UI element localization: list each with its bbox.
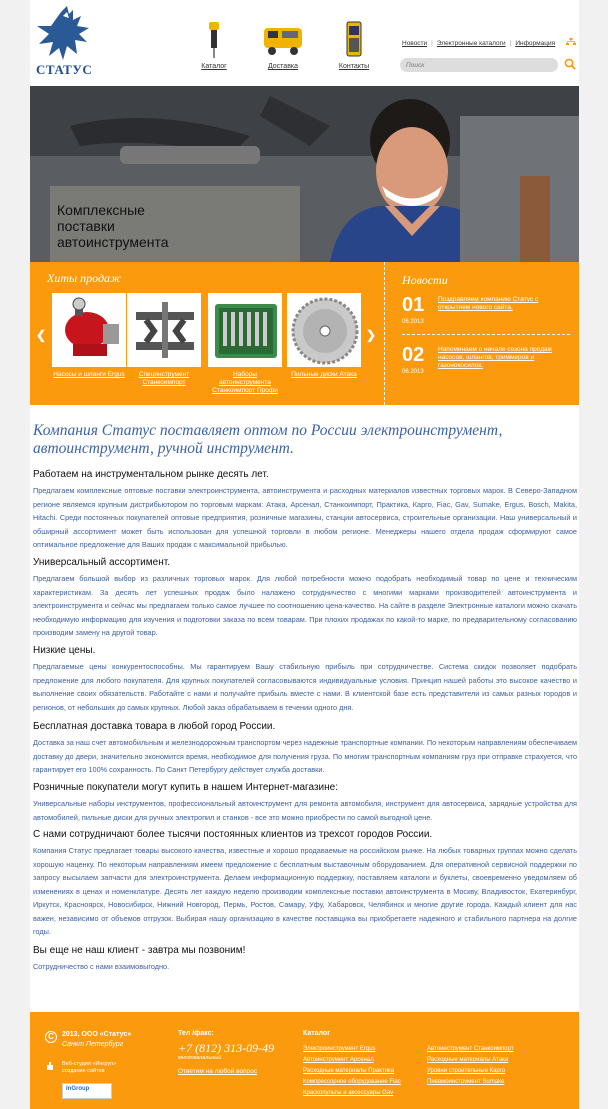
product-image[interactable] (208, 293, 282, 367)
footer-city: Санкт Петербург (62, 1041, 124, 1048)
promo-block (30, 262, 579, 405)
section-text: Универсальные наборы инструментов, профессиональный автоинструмент для ремонта автомобиля, инструмент для автосервиса, зарядные устройства для автомобилей, пильные диски для ручных электропил и станков - все это можно приобрести по самой выгодной цене. (33, 799, 577, 822)
footer-catalog-link[interactable]: Автоинструмент Арсенал (303, 1057, 374, 1063)
footer-catalog-link[interactable]: Электроинструмент Ergus (303, 1046, 376, 1052)
section-text: Предлагаемые цены конкурентоспособны. Мы гарантируем Вашу стабильную прибыль при сотрудничестве. Система скидок позволяет подобрать предложение для любого покупателя. Для крупных покупателей согласовываются индивидуальные условия. Принцип нашей работы это высокое качество и выполнение своих обязательств. Работайте с нами и получайте прибыль вместе с нами. В клиентской базе есть представители из самых разных городов и регионов, от небольших до самых крупных. Любой заказ обрабатываем в течении одного дня. (33, 662, 577, 712)
search-icon[interactable] (564, 58, 576, 70)
menu-item-contacts[interactable] (324, 20, 384, 70)
product-name[interactable]: Наборы автоинструмента Станкоимпорт Профи (212, 371, 278, 394)
section-heading: Бесплатная доставка товара в любой город России. (33, 721, 276, 732)
section-heading: С нами сотрудничают более тысячи постоянных клиентов из трехсот городов России. (33, 829, 433, 840)
developer-badge[interactable]: InGroup (62, 1083, 112, 1099)
product-card[interactable] (287, 293, 361, 379)
toplink-info[interactable]: Информация (515, 40, 556, 47)
product-card[interactable] (127, 293, 201, 387)
section-heading: Универсальный ассортимент. (33, 557, 170, 568)
search-input[interactable] (400, 58, 558, 72)
footer-catalog-title: Каталог (303, 1030, 331, 1037)
toplink-separator: | (431, 40, 433, 47)
product-name[interactable]: Насосы и шланги Ergus (53, 371, 125, 378)
footer-tel-label: Тел /факс: (178, 1030, 214, 1037)
section-text: Доставка за наш счет автомобильным и железнодорожным транспортом через надежные транспортные компании. По некоторым направлениям обеспечиваем доставку до двери, значительно экономится время, необходимое для получения груза. По многим транспортным компаниям груз при отправке страхуется, что гарантирует его 100% сохранность. По Санкт Петербургу действует служба доставки. (33, 738, 577, 774)
menu-label-delivery: Доставка (267, 63, 299, 70)
top-links (402, 40, 555, 47)
footer-catalog-link[interactable]: Компрессорное оборудование Fiac (303, 1079, 401, 1085)
menu-label-catalog: Каталог (201, 63, 227, 70)
sitemap-icon[interactable] (566, 38, 576, 46)
product-image[interactable] (287, 293, 361, 367)
footer-callback-link[interactable]: Ответим на любой вопрос (178, 1068, 258, 1075)
menu-label-contacts: Контакты (338, 63, 370, 70)
banner-caption-line: поставки (57, 218, 115, 234)
section-text: Компания Статус предлагает товары высокого качества, известные и хорошо продаваемые на российском рынке. На любых товарных группах можно сделать хорошую наценку. По некоторым направлениям имеем предложение с бесплатным выставочным оборудованием. Для оперативной сервисной поддержки по запросу высылаем запчасти для электроинструмента. Делаем информационную поддержку, поставляем каталоги и буклеты, своевременно уведомляем об изменениях в ценах и номенклатуре. Десять лет каждую неделю производим комплексные поставки автоинструмента в Москву, Владивосток, Екатеринбург, Иркутск, Красноярск, Новосибирск, Нижний Новгород, Пермь, Ростов, Самару, Уфу, Хабаровск, Челябинск и многие другие города. Каждый клиент для нас важен, независимо от объемов отгрузок. Выбирая нашу организацию в качестве поставщика вы приобретаете надежного и стабильного партнера на долгие годы. (33, 846, 577, 936)
news-item[interactable] (402, 344, 572, 380)
train-icon (258, 20, 308, 60)
product-image[interactable] (52, 293, 126, 367)
news-title[interactable]: Новости (402, 273, 448, 287)
product-image[interactable] (127, 293, 201, 367)
page-title: Компания Статус поставляет оптом по России электроинструмент, автоинструмент, ручной инструмент. (33, 422, 503, 457)
footer-phone-note: многоканальный (178, 1055, 222, 1061)
hand-icon (45, 1061, 55, 1071)
banner-caption-line: Комплексные (57, 202, 145, 218)
news-day: 01 (402, 294, 425, 316)
toplink-separator: | (509, 40, 512, 47)
toplink-ecatalogs[interactable]: Электронные каталоги (436, 40, 506, 47)
section-heading: Работаем на инструментальном рынке десять лет. (33, 469, 269, 480)
section-heading: Розничные покупатели могут купить в нашем Интернет-магазине: (33, 782, 338, 793)
carousel-next-icon[interactable]: ❯ (366, 328, 377, 342)
page (30, 0, 579, 1109)
product-card[interactable] (208, 293, 282, 395)
hits-title: Хиты продаж (47, 271, 122, 285)
section-heading: Вы еще не наш клиент - завтра мы позвоним! (33, 945, 246, 956)
news-day: 02 (402, 344, 425, 366)
menu-item-delivery[interactable] (253, 20, 313, 70)
news-date: 06.2013 (402, 319, 424, 325)
footer-catalog-link[interactable]: Краскопульты и аксессуары Gav (303, 1090, 394, 1096)
bearing-puller-icon (128, 294, 201, 367)
menu-item-catalog[interactable] (184, 20, 244, 70)
toolset-icon (209, 294, 282, 367)
footer-catalog-links (427, 1044, 514, 1088)
footer-catalog-link[interactable]: Расходные материалы Практика (303, 1068, 395, 1074)
footer (30, 1012, 579, 1109)
section-text: Сотрудничество с нами взаимовыгодно. (33, 962, 170, 971)
footer-catalog-link[interactable]: Расходные материалы Атака (427, 1057, 509, 1063)
product-name[interactable]: Специнструмент Станкоимпорт (138, 371, 190, 386)
copyright-icon: C (45, 1031, 57, 1043)
news-separator (402, 334, 570, 335)
product-name[interactable]: Пильные диски Атака (291, 371, 357, 378)
news-item[interactable] (402, 294, 572, 330)
footer-copyright: 2013, ООО «Статус» (62, 1031, 132, 1038)
toplink-news[interactable]: Новости (402, 40, 428, 47)
pump-icon (53, 294, 126, 367)
jackhammer-icon (189, 20, 239, 60)
footer-catalog-links (303, 1044, 401, 1099)
footer-catalog-link[interactable]: Автоинструмент Станкоимпорт (427, 1046, 514, 1052)
section-text: Предлагаем комплексные оптовые поставки электроинструмента, автоинструмента и расходных материалов известных торговых марок. В Северо-Западном регионе являемся крупным дистрибьютором по торговым маркам: Атака, Арсенал, Станкоимпорт, Практика, Карго, Fiac, Gav, Sumake, Ergus, Bosch, Makita, Hitachi. Среди постоянных покупателей оптовые предприятия, розничные магазины, станции автосервиса, строительные организации. Наш универсальный и обширный ассортимент может быть использован для успешной торговли в любом регионе. Менеджеры нашего отдела продаж сформируют самое оптимальное предложение для Ваших продаж с максимальной прибылью. (33, 486, 577, 549)
footer-phone: +7 (812) 313-09-49 (178, 1041, 275, 1055)
product-card[interactable] (52, 293, 126, 379)
banner-caption-line: автоинструмента (57, 234, 169, 250)
phone-icon (329, 20, 379, 60)
footer-catalog-link[interactable]: Пневмоинструмент Sumake (427, 1079, 505, 1085)
news-text[interactable]: Поздравляем компанию Статус с открытием нового сайта. (438, 296, 539, 311)
news-date: 06.2013 (402, 369, 424, 375)
news-text[interactable]: Напоминаем о начале сезона продаж насосов, шлангов, триммеров и газонокосилок. (438, 346, 552, 369)
saw-disc-icon (288, 294, 361, 367)
carousel-prev-icon[interactable]: ❮ (36, 328, 47, 342)
footer-catalog-link[interactable]: Уровни строительные Карго (427, 1068, 506, 1074)
hero-banner (30, 86, 579, 262)
banner-caption (57, 202, 169, 250)
block-divider (384, 262, 385, 405)
footer-developer[interactable]: Веб-студия «Ингруп» создание сайтов (62, 1061, 117, 1074)
section-text: Предлагаем большой выбор из различных торговых марок. Для любой потребности можно подобрать необходимый товар по цене и техническим характеристикам. За десять лет успешных продаж было налажено сотрудничество с многими марками производителей автоинструмента и электроинструмента и сейчас мы предлагаем только самое лучшее по соотношению цена-качество. На сайте в разделе Электронные каталоги можно скачать необходимую информацию для изучения и подготовки заказа по всем товарам. При плохих продажах по какой-то марке, по предварительному согласованию производим замену на другой товар. (33, 574, 577, 637)
logo-text[interactable]: СТАТУС (36, 62, 93, 77)
section-heading: Низкие цены. (33, 645, 96, 656)
